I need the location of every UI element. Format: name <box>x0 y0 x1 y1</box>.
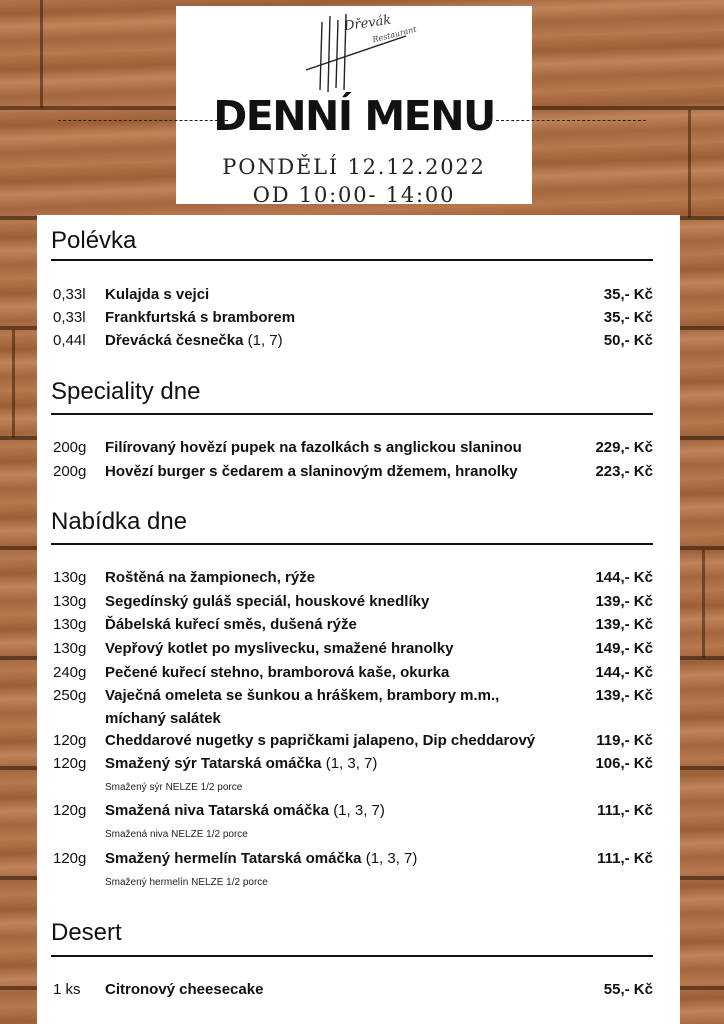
section-title-soups: Polévka <box>51 227 137 254</box>
item-qty: 250g <box>53 687 87 704</box>
item-qty: 130g <box>53 616 87 633</box>
item-name: Vaječná omeleta se šunkou a hráškem, brambory m.m., míchaný salátek <box>105 687 500 727</box>
plank-seam <box>40 0 43 108</box>
item-note: Smažený sýr NELZE 1/2 porce <box>105 782 243 793</box>
item-name: Smažená niva Tatarská omáčka (1, 3, 7) <box>105 802 385 819</box>
plank-seam <box>688 110 691 218</box>
item-name: Smažený hermelín Tatarská omáčka (1, 3, 7) <box>105 850 418 867</box>
item-name: Vepřový kotlet po myslivecku, smažené hranolky <box>105 640 454 657</box>
item-name: Frankfurtská s bramborem <box>105 309 296 326</box>
item-qty: 200g <box>53 463 87 480</box>
item-name: Kulajda s vejci <box>105 286 210 303</box>
item-allergens: (1, 3, 7) <box>365 850 418 867</box>
item-qty: 120g <box>53 802 87 819</box>
section-title-dessert: Desert <box>51 919 122 946</box>
plank-seam <box>702 550 705 658</box>
item-qty: 120g <box>53 850 87 867</box>
item-qty: 0,44l <box>53 332 86 349</box>
header-card <box>176 6 532 207</box>
page-title: DENNÍ MENU <box>213 92 495 140</box>
item-name: Cheddarové nugetky s papričkami jalapeno, Dip cheddarový <box>105 732 536 749</box>
item-price: 144,- Kč <box>595 569 653 586</box>
item-price: 119,- Kč <box>596 732 653 749</box>
item-qty: 130g <box>53 569 87 586</box>
item-qty: 0,33l <box>53 309 86 326</box>
item-price: 139,- Kč <box>595 616 653 633</box>
item-price: 106,- Kč <box>595 755 653 772</box>
section-rule <box>51 543 653 545</box>
section-title-daily: Nabídka dne <box>51 508 188 535</box>
menu-date: PONDĚLÍ 12.12.2022 <box>222 155 486 179</box>
item-price: 139,- Kč <box>595 593 653 610</box>
item-name: Dřevácká česnečka (1, 7) <box>105 332 283 349</box>
item-price: 139,- Kč <box>595 687 653 704</box>
item-qty: 1 ks <box>53 981 81 998</box>
plank-seam <box>12 330 15 438</box>
item-qty: 0,33l <box>53 286 86 303</box>
item-name: Segedínský guláš speciál, houskové knedlíky <box>105 593 430 610</box>
item-price: 55,- Kč <box>603 981 653 998</box>
item-price: 111,- Kč <box>597 850 653 867</box>
item-qty: 240g <box>53 664 87 681</box>
item-qty: 130g <box>53 640 87 657</box>
item-allergens: (1, 7) <box>247 332 283 349</box>
item-name: Smažený sýr Tatarská omáčka (1, 3, 7) <box>105 755 378 772</box>
item-price: 144,- Kč <box>595 664 653 681</box>
item-name: Roštěná na žampionech, rýže <box>105 569 316 586</box>
section-rule <box>51 955 653 957</box>
item-note: Smažená niva NELZE 1/2 porce <box>105 829 248 840</box>
item-price: 35,- Kč <box>603 286 653 303</box>
logo-subtitle: Restaurant <box>371 24 418 45</box>
item-qty: 130g <box>53 593 87 610</box>
item-qty: 200g <box>53 439 87 456</box>
item-name: Hovězí burger s čedarem a slaninovým džemem, hranolky <box>105 463 518 480</box>
section-rule <box>51 259 653 261</box>
item-price: 50,- Kč <box>603 332 653 349</box>
logo-name: Dřevák <box>343 12 393 35</box>
menu-hours: OD 10:00- 14:00 <box>252 183 456 207</box>
section-rule <box>51 413 653 415</box>
item-price: 111,- Kč <box>597 802 653 819</box>
menu-card <box>37 215 680 1024</box>
item-price: 35,- Kč <box>603 309 653 326</box>
item-qty: 120g <box>53 755 87 772</box>
item-name: Filírovaný hovězí pupek na fazolkách s anglickou slaninou <box>105 439 522 456</box>
item-price: 229,- Kč <box>595 439 653 456</box>
item-allergens: (1, 3, 7) <box>333 802 385 819</box>
item-name: Ďábelská kuřecí směs, dušená rýže <box>105 616 357 633</box>
item-name: Pečené kuřecí stehno, bramborová kaše, okurka <box>105 664 450 681</box>
item-allergens: (1, 3, 7) <box>325 755 378 772</box>
section-title-specials: Speciality dne <box>51 378 201 405</box>
item-price: 149,- Kč <box>595 640 653 657</box>
item-name: Citronový cheesecake <box>105 981 264 998</box>
item-qty: 120g <box>53 732 87 749</box>
item-note: Smažený hermelín NELZE 1/2 porce <box>105 877 268 888</box>
item-price: 223,- Kč <box>595 463 653 480</box>
